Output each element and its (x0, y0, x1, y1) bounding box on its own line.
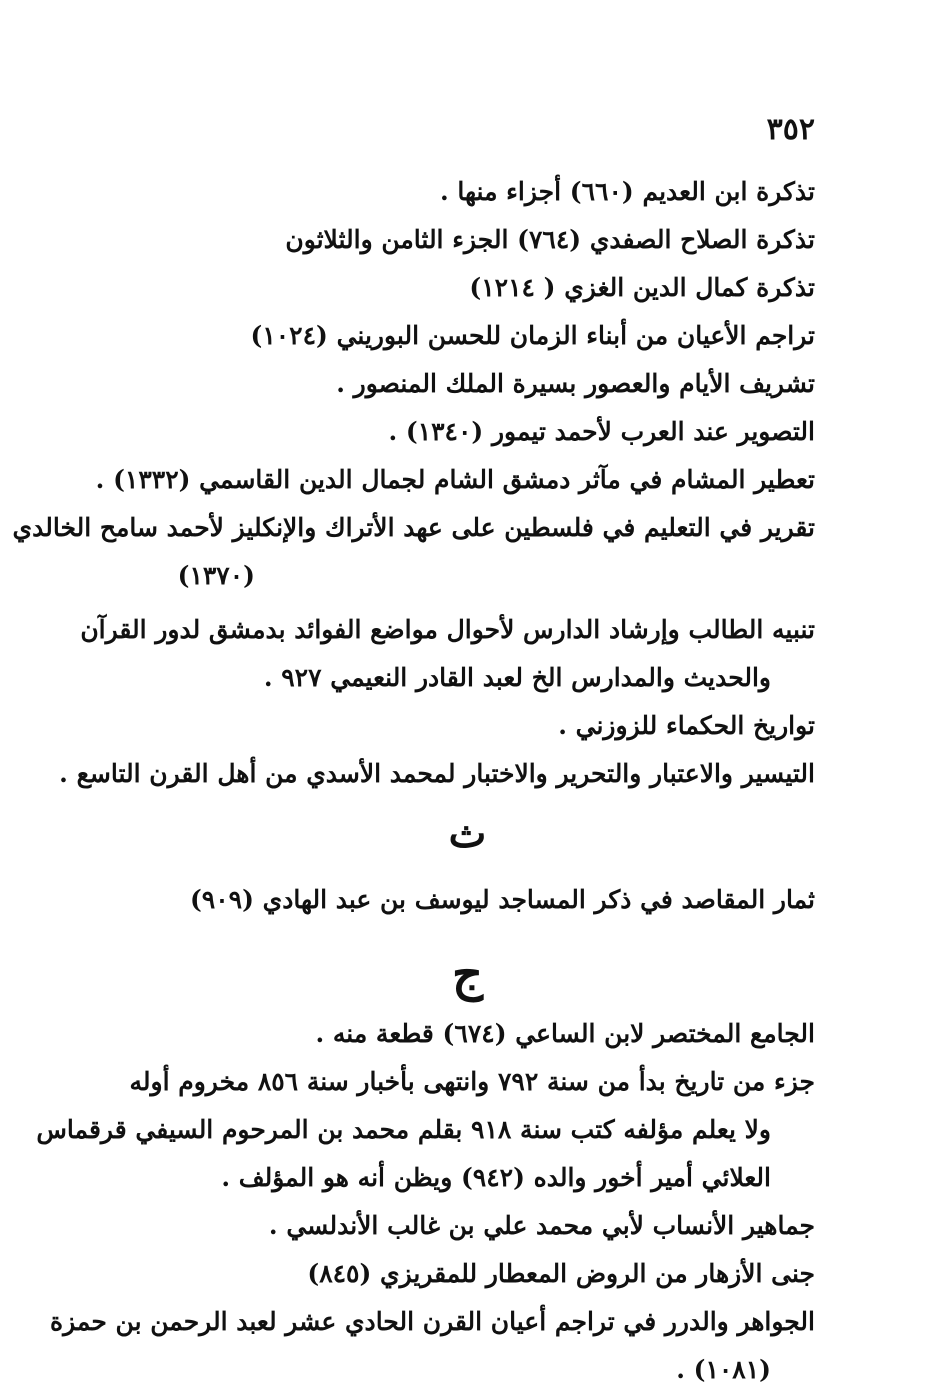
entry-tatir-almasham: تعطير المشام في مآثر دمشق الشام لجمال الدين القاسمي (١٣٣٢) . (95, 465, 815, 494)
entry-tashrif-alayyam: تشريف الأيام والعصور بسيرة الملك المنصور . (336, 369, 815, 398)
entry-tadhkirat-ibn-aladim: تذكرة ابن العديم (٦٦٠) أجزاء منها . (439, 177, 815, 206)
entry-jamahir-alansab: جماهير الأنساب لأبي محمد علي بن غالب الأندلسي . (268, 1211, 815, 1240)
entry-thimar-almaqasid: ثمار المقاصد في ذكر المساجد ليوسف بن عبد الهادي (٩٠٩) (189, 885, 815, 914)
entry-tawarikh-alhukama: تواريخ الحكماء للزوزني . (558, 711, 815, 740)
section-heading-tha: ث (448, 810, 487, 857)
bibliography-list (12, 168, 815, 1394)
entry-line: تقرير في التعليم في فلسطين على عهد الأتراك والإنكليز لأحمد سامح الخالدي (12, 513, 815, 542)
entry-aljami-almukhtasar: الجامع المختصر لابن الساعي (٦٧٤) قطعة منه . (315, 1019, 815, 1048)
entry-taqrir-fi-altalim (12, 504, 815, 600)
entry-line: الجواهر والدرر في تراجم أعيان القرن الحادي عشر لعبد الرحمن بن حمزة (50, 1307, 815, 1336)
entry-line: جزء من تاريخ بدأ من سنة ٧٩٢ وانتهى بأخبار سنة ٨٥٦ مخروم أوله (129, 1067, 815, 1096)
entry-line-continuation: والحديث والمدارس الخ لعبد القادر النعيمي ٩٢٧ . (263, 663, 771, 692)
page-number: ٣٥٢ (766, 112, 815, 147)
entry-tadhkirat-alsafadi: تذكرة الصلاح الصفدي (٧٦٤) الجزء الثامن والثلاثون (285, 225, 815, 254)
entry-line-continuation: ولا يعلم مؤلفه كتب سنة ٩١٨ بقلم محمد بن المرحوم السيفي قرقماس (36, 1115, 771, 1144)
entry-tanbih-altalib (80, 606, 815, 702)
entry-line-continuation: (١٣٧٠) (177, 561, 255, 590)
entry-line-continuation: العلائي أمير أخور والده (٩٤٢) ويظن أنه هو المؤلف . (221, 1163, 771, 1192)
entry-jana-alazhar: جنى الأزهار من الروض المعطار للمقريزي (٨٤٥) (307, 1259, 815, 1288)
section-heading-jim: ج (452, 946, 483, 1002)
entry-aljawahir-waldurar (50, 1298, 815, 1394)
entry-line-continuation: (١٠٨١) . (676, 1355, 771, 1384)
entry-tarajim-alayan: تراجم الأعيان من أبناء الزمان للحسن البوريني (١٠٢٤) (250, 321, 815, 350)
entry-altaswir: التصوير عند العرب لأحمد تيمور (١٣٤٠) . (388, 417, 815, 446)
entry-tadhkirat-alghazzi: تذكرة كمال الدين الغزي ( ١٢١٤) (469, 273, 815, 302)
entry-line: تنبيه الطالب وإرشاد الدارس لأحوال مواضع الفوائد بدمشق لدور القرآن (80, 615, 815, 644)
entry-altaysir: التيسير والاعتبار والتحرير والاختبار لمحمد الأسدي من أهل القرن التاسع . (59, 759, 815, 788)
entry-juz-min-tarikh (36, 1058, 815, 1202)
